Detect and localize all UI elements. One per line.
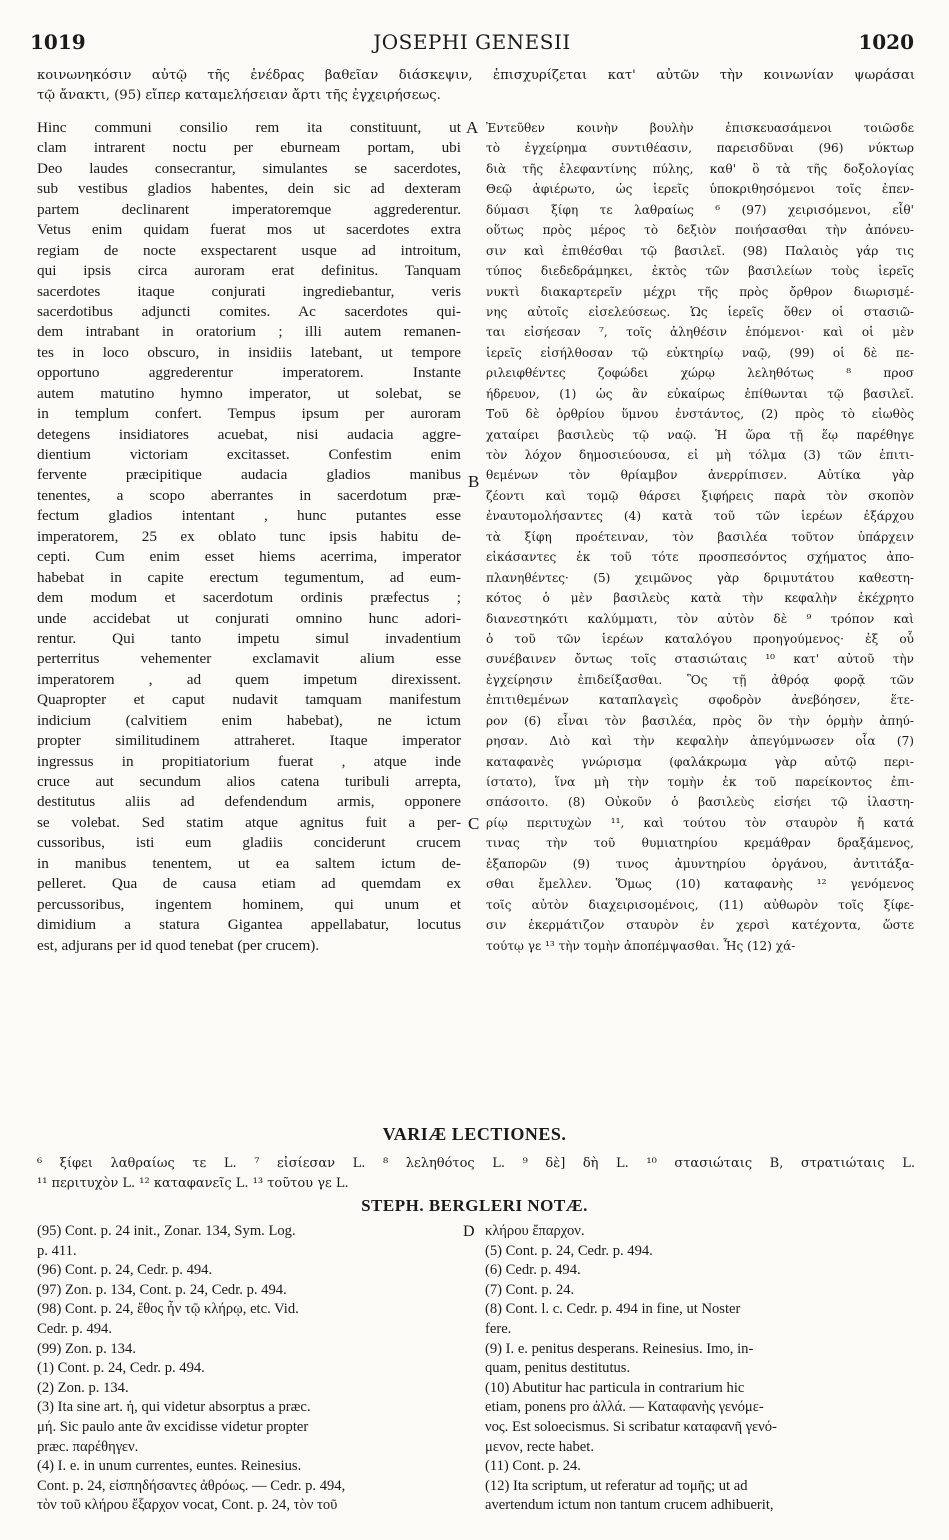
latin-column [37,118,461,956]
page-number-left: 1019 [30,30,86,54]
variant-line: ⁶ ξίφει λαθραίως τε L. ⁷ εἰσίεσαν L. ⁸ λεληθότος L. ⁹ δὲ] δὴ L. ¹⁰ στασιώταις B, στρατιώταις L. [37,1156,915,1171]
text-line: ἐναυτομολήσαντες (4) κατὰ τοῦ τῶν ἱερέων ἐξάρχου [486,509,914,524]
text-line: sacerdotes itaque conjurati ingrediebantur, veris [37,282,461,300]
greek-column [486,118,914,956]
section-marker-c: C [468,814,480,833]
text-line: σιν ἐκερμάτιζον σταυρὸν ἐν χερσὶ κατέχοντα, ὥστε [486,918,914,933]
text-line: μή. Sic paulo ante ἂν excidisse videtur propter [37,1418,309,1435]
text-line: propter similitudinem attraheret. Itaque imperator [37,732,461,750]
text-line: imperatorem, 25 ex oblato tunc ipsis habitu de- [37,527,461,545]
text-line: σθαι ἔμελλεν. Ὅμως (10) καταφανὴς ¹² γενόμενος [486,877,914,892]
text-line: Θεῷ ἀφιέρωτο, ὡς ἱερεῖς ὑποκριθησόμενοι τοῖς ἐπεν- [486,182,914,197]
text-line: sub vestibus gladios habentes, dein sic ad dexteram [37,180,461,198]
text-line: tenentes, a scopo aberrantes in sacerdotum præ- [37,486,461,504]
text-line: ίστατο), ἵνα μὴ τὴν τομὴν ἐκ τοῦ παρείκοντος ἐπι- [486,775,914,789]
text-line: συνέβαινεν ὄντως τοῖς στασιώταις ¹⁰ κατ' αὐτοῦ τὴν [486,652,914,667]
text-line: rentur. Qui tanto impetu simul invadentium [37,629,461,647]
text-line: fectum gladios intentant , hunc putantes esse [37,507,461,525]
text-line: καταφανὲς γνώρισμα (φαλάκρωμα γὰρ αὐτῷ περι- [486,754,914,769]
text-line: (7) Cont. p. 24. [485,1281,575,1298]
text-line: τὸ ἐγχείρημα συντιθέασιν, παρεισδῦναι (96) νύκτωρ [486,141,914,156]
text-line: χαταίρει βασιλεὺς τῷ ναῷ. Ἡ ὥρα τῇ ἕῳ παρέθηγε [486,427,914,442]
text-line: (9) I. e. penitus desperans. Reinesius. Imo, in- [485,1340,754,1357]
text-line: p. 411. [37,1242,77,1259]
section-marker-a: A [466,118,479,137]
text-line: νυκτὶ διακαρτερεῖν μέχρι τῆς πρὸς ὄρθρον διωρισμέ- [486,284,914,299]
text-line: ὁ τοῦ τῶν ἱερέων καταλόγου προηγούμενος· ἐξ οὗ [486,631,914,646]
text-line: θεμένων τὸν θρίαμβον ἀνερρίπισεν. Αὐτίκα γὰρ [486,468,914,483]
text-line: σιν καὶ ἐπιθέσθαι τῷ βασιλεῖ. (98) Παλαιὸς γάρ τις [486,243,914,258]
text-line: pelleret. Qua de causa etiam ad quemdam ex [37,875,461,893]
page-number-right: 1020 [858,30,914,54]
text-line: Deo laudes consecrantur, simulantes se sacerdotes, [37,159,461,177]
section-marker-d: D [463,1223,475,1240]
text-line: regiam de nocte exspectarent usque ad introitum, [37,241,461,259]
text-line: dimidium a statura Gigantea appellabatur, locutus [37,916,461,934]
text-line: Vetus enim quidam fuerat mos ut sacerdotes extra [37,221,461,239]
text-line: ρησαν. Διὸ καὶ τὴν κεφαλὴν ἀπεγύμνωσεν οἷα (7) [486,734,914,749]
text-line: etiam, ponens pro ἀλλά. — Καταφανὴς γενόμε- [485,1399,764,1416]
text-line: οὕτως πρὸς μέρος τὸ δεξιὸν ποιήσασθαι τὴν ἀπόνευ- [486,223,914,238]
text-line: (1) Cont. p. 24, Cedr. p. 494. [37,1360,205,1377]
text-line: ριλειφθέντες ζοφώδει χώρῳ λεληθότως ⁸ προσ [486,366,914,381]
text-line: (99) Zon. p. 134. [37,1340,136,1357]
text-line: κλήρου ἔπαρχον. [485,1223,585,1239]
text-line: (95) Cont. p. 24 init., Zonar. 134, Sym. Log. [37,1223,296,1239]
text-line: νης αὐτοῖς εἰσελεύσεως. Ὡς ἱερεῖς ὅθεν οἱ στασιῶ- [486,304,914,319]
text-line: fere. [485,1320,512,1337]
text-line: (4) I. e. in unum currentes, euntes. Reinesius. [37,1458,302,1475]
text-line: (5) Cont. p. 24, Cedr. p. 494. [485,1242,653,1259]
text-line: destitutus aliis ad defendendum armis, opponere [37,793,461,811]
text-line: τοῖς αὐτὸν διαχειρισομένοις, (11) αὐθωρὸν τοῖς ξίφε- [486,897,914,912]
text-line: indicium (calvitiem enim habebat), ne ictum [37,711,461,729]
text-line: avertendum ictum non tantum crucem adhibuerit, [485,1497,774,1514]
text-line: νος. Est soloecismus. Si scribatur καταφανῆ γενό- [485,1418,777,1435]
bergleri-notae-heading: STEPH. BERGLERI NOTÆ. [361,1196,588,1215]
text-line: unde accidebat ut conjurati omnino hunc adori- [37,609,461,627]
text-line: (12) Ita scriptum, ut referatur ad τομῆς; ut ad [485,1477,748,1494]
text-line: cruce aut secundum alios catena turibuli arrepta, [37,773,461,790]
page-header [30,30,914,60]
text-line: cepti. Cum enim esset hiems acerrima, imperator [37,548,461,566]
intro-line: κοινωνηκόσιν αὐτῷ τῆς ἐνέδρας βαθεῖαν διάσκεψιν, ἐπισχυρίζεται κατ' αὐτῶν τὴν κοινωνίαν ψωράσαι [37,68,915,83]
text-line: dem intrabant in oratorium ; illi autem remanen- [37,323,461,341]
text-line: habebat in capite erectum tegumentum, ad eum- [37,568,461,586]
variae-lectiones [37,1154,915,1194]
text-line: διανεστηκότι καλύμματι, τὸν αὐτὸν δὲ ⁹ τρόπον καὶ [486,611,914,626]
text-line: (2) Zon. p. 134. [37,1379,129,1396]
text-line: Hinc communi consilio rem ita constituunt, ut [37,119,461,136]
text-line: in manibus tenentem, ut ea saltem ictum de- [37,854,461,872]
text-line: fervente præcipitique audacia gladios manibus [37,466,461,484]
variant-line: ¹¹ περιτυχὸν L. ¹² καταφανεῖς L. ¹³ τοῦτου γε L. [37,1176,349,1191]
text-line: ἐγχείρησιν ἐπιδείξασθαι. Ὃς τῇ ἀθρόᾳ φορᾷ τῶν [486,672,914,687]
text-line: ingressus in propitiatorium fuerat , atque inde [37,752,461,770]
text-line: opportuno aggrederentur imperatorem. Instante [37,364,461,382]
text-line: Cont. p. 24, εἰσπηδήσαντες ἀθρόως. — Cedr. p. 494, [37,1477,346,1494]
text-line: detegens insidiatores acuebat, nisi audacia aggre- [37,425,461,443]
text-line: ἐξαπορῶν (9) τινος ἀμυντηρίου ὀργάνου, ἀντιτάξα- [486,856,914,871]
intro-greek-text [37,66,915,106]
intro-line: τῷ ἄνακτι, (95) εἴπερ καταμελήσειαν ἄρτι τῆς ἐγχειρήσεως. [37,88,441,103]
text-line: clam intrarent noctu per eburneam portam, ubi [37,139,461,157]
text-line: τὸν λόχον δημοσιεύουσα, εἰ μὴ τόλμα (3) τῶν ἐπιτι- [486,448,914,462]
text-line: ται εἰσήεσαν ⁷, τοῖς ἀληθέσιν ἑπόμενοι· καὶ οἱ μὲν [486,325,914,340]
text-line: est, adjurans per id quod tenebat (per crucem). [37,936,320,954]
text-line: se volebat. Sed statim atque agnitus fuit a per- [37,813,461,831]
text-line: ήδρευον, (1) ὡς ἂν εὐκαίρως ἐπίθωνται τῷ βασιλεῖ. [486,386,914,401]
text-line: Quapropter et caput nudavit tamquam manifestum [37,691,461,709]
text-line: (97) Zon. p. 134, Cont. p. 24, Cedr. p. 494. [37,1281,287,1298]
text-line: Ἐντεῦθεν κοινὴν βουλὴν ἐπισκευασάμενοι τοιῶσδε [486,121,914,135]
variae-lectiones-heading: VARIÆ LECTIONES. [382,1124,567,1144]
notes-right-column [485,1222,915,1516]
text-line: Τοῦ δὲ ὀρθρίου ὕμνου ἐνστάντος, (2) πρὸς τὸ εἰωθὸς [486,407,914,422]
text-line: quam, penitus destitutus. [485,1360,631,1377]
text-line: ρον (6) εἶναι τὸν βασιλέα, πρὸς ὃν τὴν ὁρμὴν ἀπηύ- [486,713,914,728]
text-line: (8) Cont. l. c. Cedr. p. 494 in fine, ut Noster [485,1301,741,1318]
text-line: (3) Ita sine art. ἡ, qui videtur absorptus a præc. [37,1399,311,1416]
text-line: perterritus vehementer exclamavit alium esse [37,650,461,668]
text-line: partem declinarent imperatoremque aggrederentur. [37,200,461,218]
text-line: τινας τὴν τοῦ θυμιατηρίου κρεμάθραν δραξάμενος, [486,836,914,851]
text-line: (98) Cont. p. 24, ἔθος ἦν τῷ κλήρῳ, etc. Vid. [37,1301,299,1318]
text-line: τούτῳ γε ¹³ τὴν τομὴν ἀποπέμψασθαι. Ἧς (12) χά- [486,938,796,953]
text-line: πλανηθέντες· (5) χειμῶνος γὰρ δριμυτάτου καθεστη- [486,570,914,585]
text-line: tes in loco obscuro, in insidiis latebant, ut tempore [37,343,461,361]
text-line: ἱερεῖς εἰσήλθοσαν τῷ εὐκτηρίῳ ναῷ, (99) οἱ δὲ πε- [486,345,914,360]
text-line: imperatorem , ad quem impetum direxissent. [37,670,461,688]
text-line: δύμασι ξίφη τε λαθραίως ⁶ (97) χειρισόμενοι, εἶθ' [486,202,914,217]
text-line: sacerdotibus adjuncti comites. Ac sacerdotes qui- [37,302,461,320]
text-line: (10) Abutitur hac particula in contrarium hic [485,1379,745,1396]
text-line: εἰκάσαντες ἐκ τοῦ τότε προσπεσόντος σχήματος ἀπο- [486,550,914,565]
text-line: σπάσοιτο. (8) Οὐκοῦν ὁ βασιλεὺς εἰσήει τῷ ἱλαστη- [486,795,914,810]
text-line: Cedr. p. 494. [37,1320,112,1337]
text-line: τὰ ξίφη προέτειναν, τὸν βασιλέα τοῦτον ὑπάρχειν [486,529,914,544]
text-line: dem modum et sacerdotum ordinis præfectus ; [37,589,461,607]
text-line: (6) Cedr. p. 494. [485,1262,581,1279]
text-line: (96) Cont. p. 24, Cedr. p. 494. [37,1262,213,1279]
text-line: ρίῳ περιτυχὼν ¹¹, καὶ τούτου τὸν σταυρὸν ἤ κατά [486,815,914,830]
text-line: τύπος διεδεδράμηκει, ἐκτὸς τῶν βασιλείων τοὺς ἱερεῖς [486,264,914,279]
text-line: cussoribus, isti eum gladiis conciderunt crucem [37,834,461,852]
text-line: κότος ὁ μὲν βασιλεὺς κατὰ τὴν κεφαλὴν ἐκέχρητο [486,591,914,606]
text-line: ἐπιτιθεμένων καταπλαγεὶς σφοδρὸν ἀνεβόησεν, ἕτε- [486,693,914,708]
notes-left-column [37,1222,457,1516]
text-line: præc. παρέθηγεν. [37,1438,139,1455]
text-line: in templum confert. Tempus ipsum per auroram [37,405,461,423]
text-line: ζέοντι καὶ τομῷ θάρσει ξιφήρεις παρὰ τὸν σκοπὸν [486,488,914,503]
text-line: διὰ τῆς ἐλεφαντίνης πύλης, καθ' ὃ τὰ τῆς δοξολογίας [486,161,914,176]
text-line: μενον, recte habet. [485,1438,594,1455]
text-line: percussoribus, ingentem hominem, qui unum et [37,895,461,913]
text-line: τὸν τοῦ κλήρου ἔξαρχον vocat, Cont. p. 24, τὸν τοῦ [37,1497,338,1514]
text-line: autem matutino hymno imperator, ut solebat, se [37,384,461,402]
text-line: qui ipsis circa auroram erat definitus. Tanquam [37,262,461,280]
text-line: dientium victoriam excitasset. Confestim enim [37,446,461,463]
section-marker-b: B [468,472,480,491]
running-title: JOSEPHI GENESII [373,30,571,54]
text-line: (11) Cont. p. 24. [485,1458,581,1475]
